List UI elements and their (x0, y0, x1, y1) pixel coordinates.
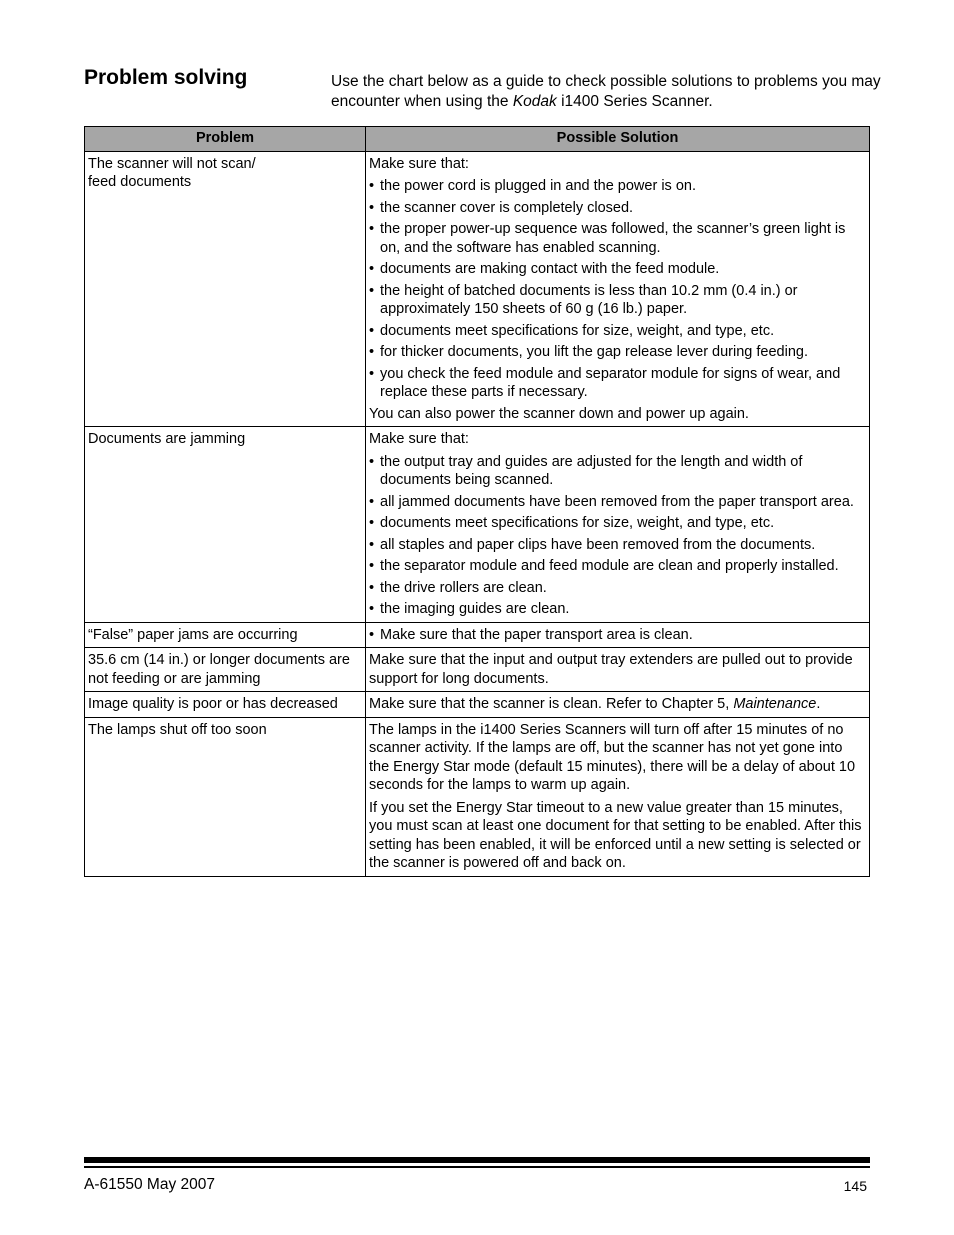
problem-cell (85, 717, 366, 876)
solution-text: The lamps in the i1400 Series Scanners will turn off after 15 minutes of no scanner activity. If the lamps are off, but the scanner has not yet gone into the Energy Star mode (default 15 minutes), there will be a delay of about 10 seconds for the lamps to warm up again. (369, 721, 856, 793)
solution-text: Make sure that the input and output tray extenders are pulled out to provide support for long documents. (369, 652, 853, 687)
intro-paragraph (331, 72, 891, 112)
solution-text: Make sure that: (369, 431, 469, 447)
solution-text-after: . (816, 696, 821, 712)
problem-text: Documents are jamming (88, 431, 246, 447)
table-row (85, 622, 870, 648)
table-row (85, 151, 870, 427)
solution-paragraph (369, 155, 866, 174)
problem-solution-table (84, 126, 870, 877)
footer-rule-thick (84, 1157, 870, 1163)
problem-cell (85, 692, 366, 718)
solution-paragraph (369, 651, 866, 688)
solution-bullet-item: • documents are making contact with the feed module. (369, 260, 866, 279)
problem-text: Image quality is poor or has decreased (88, 696, 338, 712)
table-header-row (85, 127, 870, 152)
footer-doc-id: A-61550 May 2007 (84, 1176, 215, 1193)
solution-cell (366, 622, 870, 648)
solution-bullet-item: • you check the feed module and separator module for signs of wear, and replace these parts if necessary. (369, 365, 866, 402)
solution-text: If you set the Energy Star timeout to a new value greater than 15 minutes, you must scan at least one document for that setting to be enabled. After this setting has been enabled, it will be enforced until a new setting is selected or the scanner is powered off and back on. (369, 799, 862, 871)
table-row (85, 427, 870, 623)
solution-paragraph (369, 799, 866, 873)
solution-paragraph (369, 695, 866, 714)
solution-italic-text: Maintenance (733, 696, 817, 712)
problem-text: The lamps shut off too soon (88, 721, 267, 738)
solution-bullet-item: • all staples and paper clips have been removed from the documents. (369, 536, 866, 555)
solution-bullet-item: • Make sure that the paper transport area is clean. (369, 626, 866, 645)
intro-text-before: Use the chart below as a guide to check possible solutions to problems you may encounter when using the (331, 73, 881, 110)
footer-rule-thin (84, 1166, 870, 1168)
solution-bullet-item: • for thicker documents, you lift the gap release lever during feeding. (369, 343, 866, 362)
solution-paragraph (369, 405, 866, 424)
solution-text: Make sure that: (369, 155, 469, 172)
intro-brand: Kodak (512, 93, 557, 110)
solution-cell (366, 427, 870, 623)
solution-bullet-list (369, 177, 866, 402)
solution-paragraph (369, 430, 866, 449)
solution-cell (366, 692, 870, 718)
header-problem: Problem (85, 127, 366, 152)
solution-bullet-item: • the imaging guides are clean. (369, 600, 866, 619)
solution-paragraph (369, 721, 866, 795)
solution-bullet-item: • all jammed documents have been removed from the paper transport area. (369, 493, 866, 512)
table-row (85, 692, 870, 718)
solution-bullet-item: • the scanner cover is completely closed. (369, 199, 866, 218)
problem-text: “False” paper jams are occurring (88, 626, 298, 643)
solution-bullet-item: • the output tray and guides are adjusted for the length and width of documents being scanned. (369, 453, 866, 490)
problem-text: feed documents (88, 174, 192, 190)
solution-bullet-item: • the drive rollers are clean. (369, 579, 866, 598)
solution-cell (366, 151, 870, 427)
solution-text: Make sure that the scanner is clean. Refer to Chapter 5, (369, 696, 734, 712)
solution-cell (366, 648, 870, 692)
solution-bullet-item: • documents meet specifications for size, weight, and type, etc. (369, 514, 866, 533)
solution-bullet-list (369, 453, 866, 619)
solution-bullet-list (369, 626, 866, 645)
solution-bullet-item: • the height of batched documents is less than 10.2 mm (0.4 in.) or approximately 150 sheets of 60 g (16 lb.) paper. (369, 282, 866, 319)
problem-cell (85, 427, 366, 623)
problem-cell (85, 622, 366, 648)
problem-text: The scanner will not scan/ (88, 155, 256, 172)
header-possible-solution: Possible Solution (366, 127, 870, 152)
footer-page-number: 145 (843, 1178, 867, 1194)
solution-text: You can also power the scanner down and power up again. (369, 405, 749, 422)
solution-bullet-item: • the separator module and feed module are clean and properly installed. (369, 557, 866, 576)
solution-bullet-item: • the power cord is plugged in and the power is on. (369, 177, 866, 196)
table-row (85, 717, 870, 876)
section-title: Problem solving (84, 66, 248, 89)
problem-text: 35.6 cm (14 in.) or longer documents are not feeding or are jamming (88, 652, 350, 687)
solution-bullet-item: • documents meet specifications for size, weight, and type, etc. (369, 322, 866, 341)
table-body (85, 151, 870, 876)
solution-bullet-item: • the proper power-up sequence was followed, the scanner’s green light is on, and the software has enabled scanning. (369, 220, 866, 257)
table-row (85, 648, 870, 692)
problem-cell (85, 151, 366, 427)
solution-cell (366, 717, 870, 876)
problem-cell (85, 648, 366, 692)
intro-text-after: i1400 Series Scanner. (556, 93, 713, 110)
